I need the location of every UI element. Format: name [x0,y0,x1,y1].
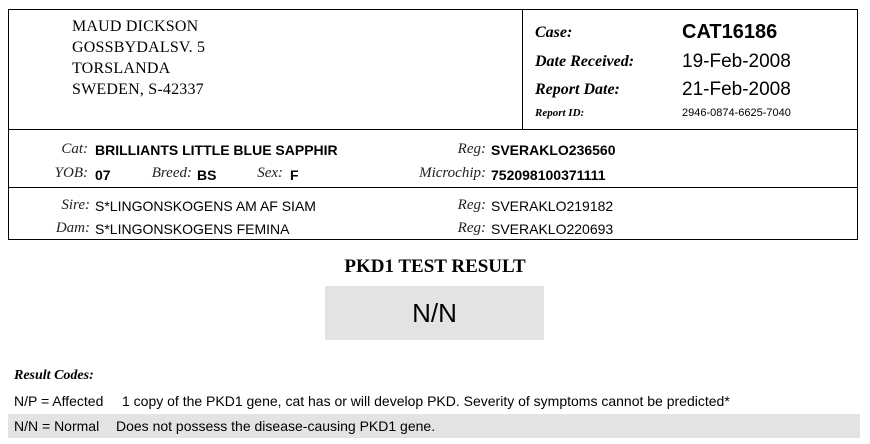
result-codes-heading: Result Codes: [14,368,94,383]
result-code-desc: Does not possess the disease-causing PKD1 gene. [116,418,436,434]
yob-label: YOB: [54,165,88,181]
result-code-row [8,389,860,413]
date-received-label: Date Received: [535,53,635,70]
case-label: Case: [535,24,573,41]
yob-value: 07 [95,167,111,183]
sire-reg-label: Reg: [457,197,486,213]
cat-reg-label: Reg: [457,141,486,157]
report-id-value: 2946-0874-6625-7040 [682,107,791,119]
result-code: N/P = Affected [14,393,104,409]
dam-reg-label: Reg: [457,220,486,236]
address-line-2: GOSSBYDALSV. 5 [72,39,206,56]
result-code: N/N = Normal [14,418,100,434]
address-line-4: SWEDEN, S-42337 [72,81,204,98]
breed-label: Breed: [151,165,192,181]
address-line-3: TORSLANDA [72,60,171,77]
dam-label: Dam: [55,220,90,236]
breed-value: BS [197,167,217,183]
header-divider [522,9,523,130]
microchip-label: Microchip: [419,165,486,181]
sex-label: Sex: [257,165,283,181]
date-received-value: 19-Feb-2008 [682,51,791,72]
cat-label: Cat: [61,141,88,157]
cat-reg-value: SVERAKLO236560 [491,142,616,158]
report-id-label: Report ID: [535,107,585,119]
result-title: PKD1 TEST RESULT [344,256,526,277]
address-line-1: MAUD DICKSON [72,18,199,35]
dam-reg-value: SVERAKLO220693 [491,221,614,237]
report-date-value: 21-Feb-2008 [682,79,791,100]
sire-value: S*LINGONSKOGENS AM AF SIAM [95,198,316,214]
dam-value: S*LINGONSKOGENS FEMINA [95,221,290,237]
sire-label: Sire: [61,197,90,213]
result-value: N/N [412,297,457,328]
case-value: CAT16186 [682,21,778,43]
result-value-box [325,286,544,340]
sex-value: F [290,167,299,183]
microchip-value: 752098100371111 [491,167,606,183]
report-date-label: Report Date: [535,81,620,98]
sire-reg-value: SVERAKLO219182 [491,198,614,214]
cat-name: BRILLIANTS LITTLE BLUE SAPPHIR [95,142,338,158]
result-code-desc: 1 copy of the PKD1 gene, cat has or will develop PKD. Severity of symptoms cannot be predicted* [122,393,730,409]
result-code-row-highlighted [8,414,860,438]
